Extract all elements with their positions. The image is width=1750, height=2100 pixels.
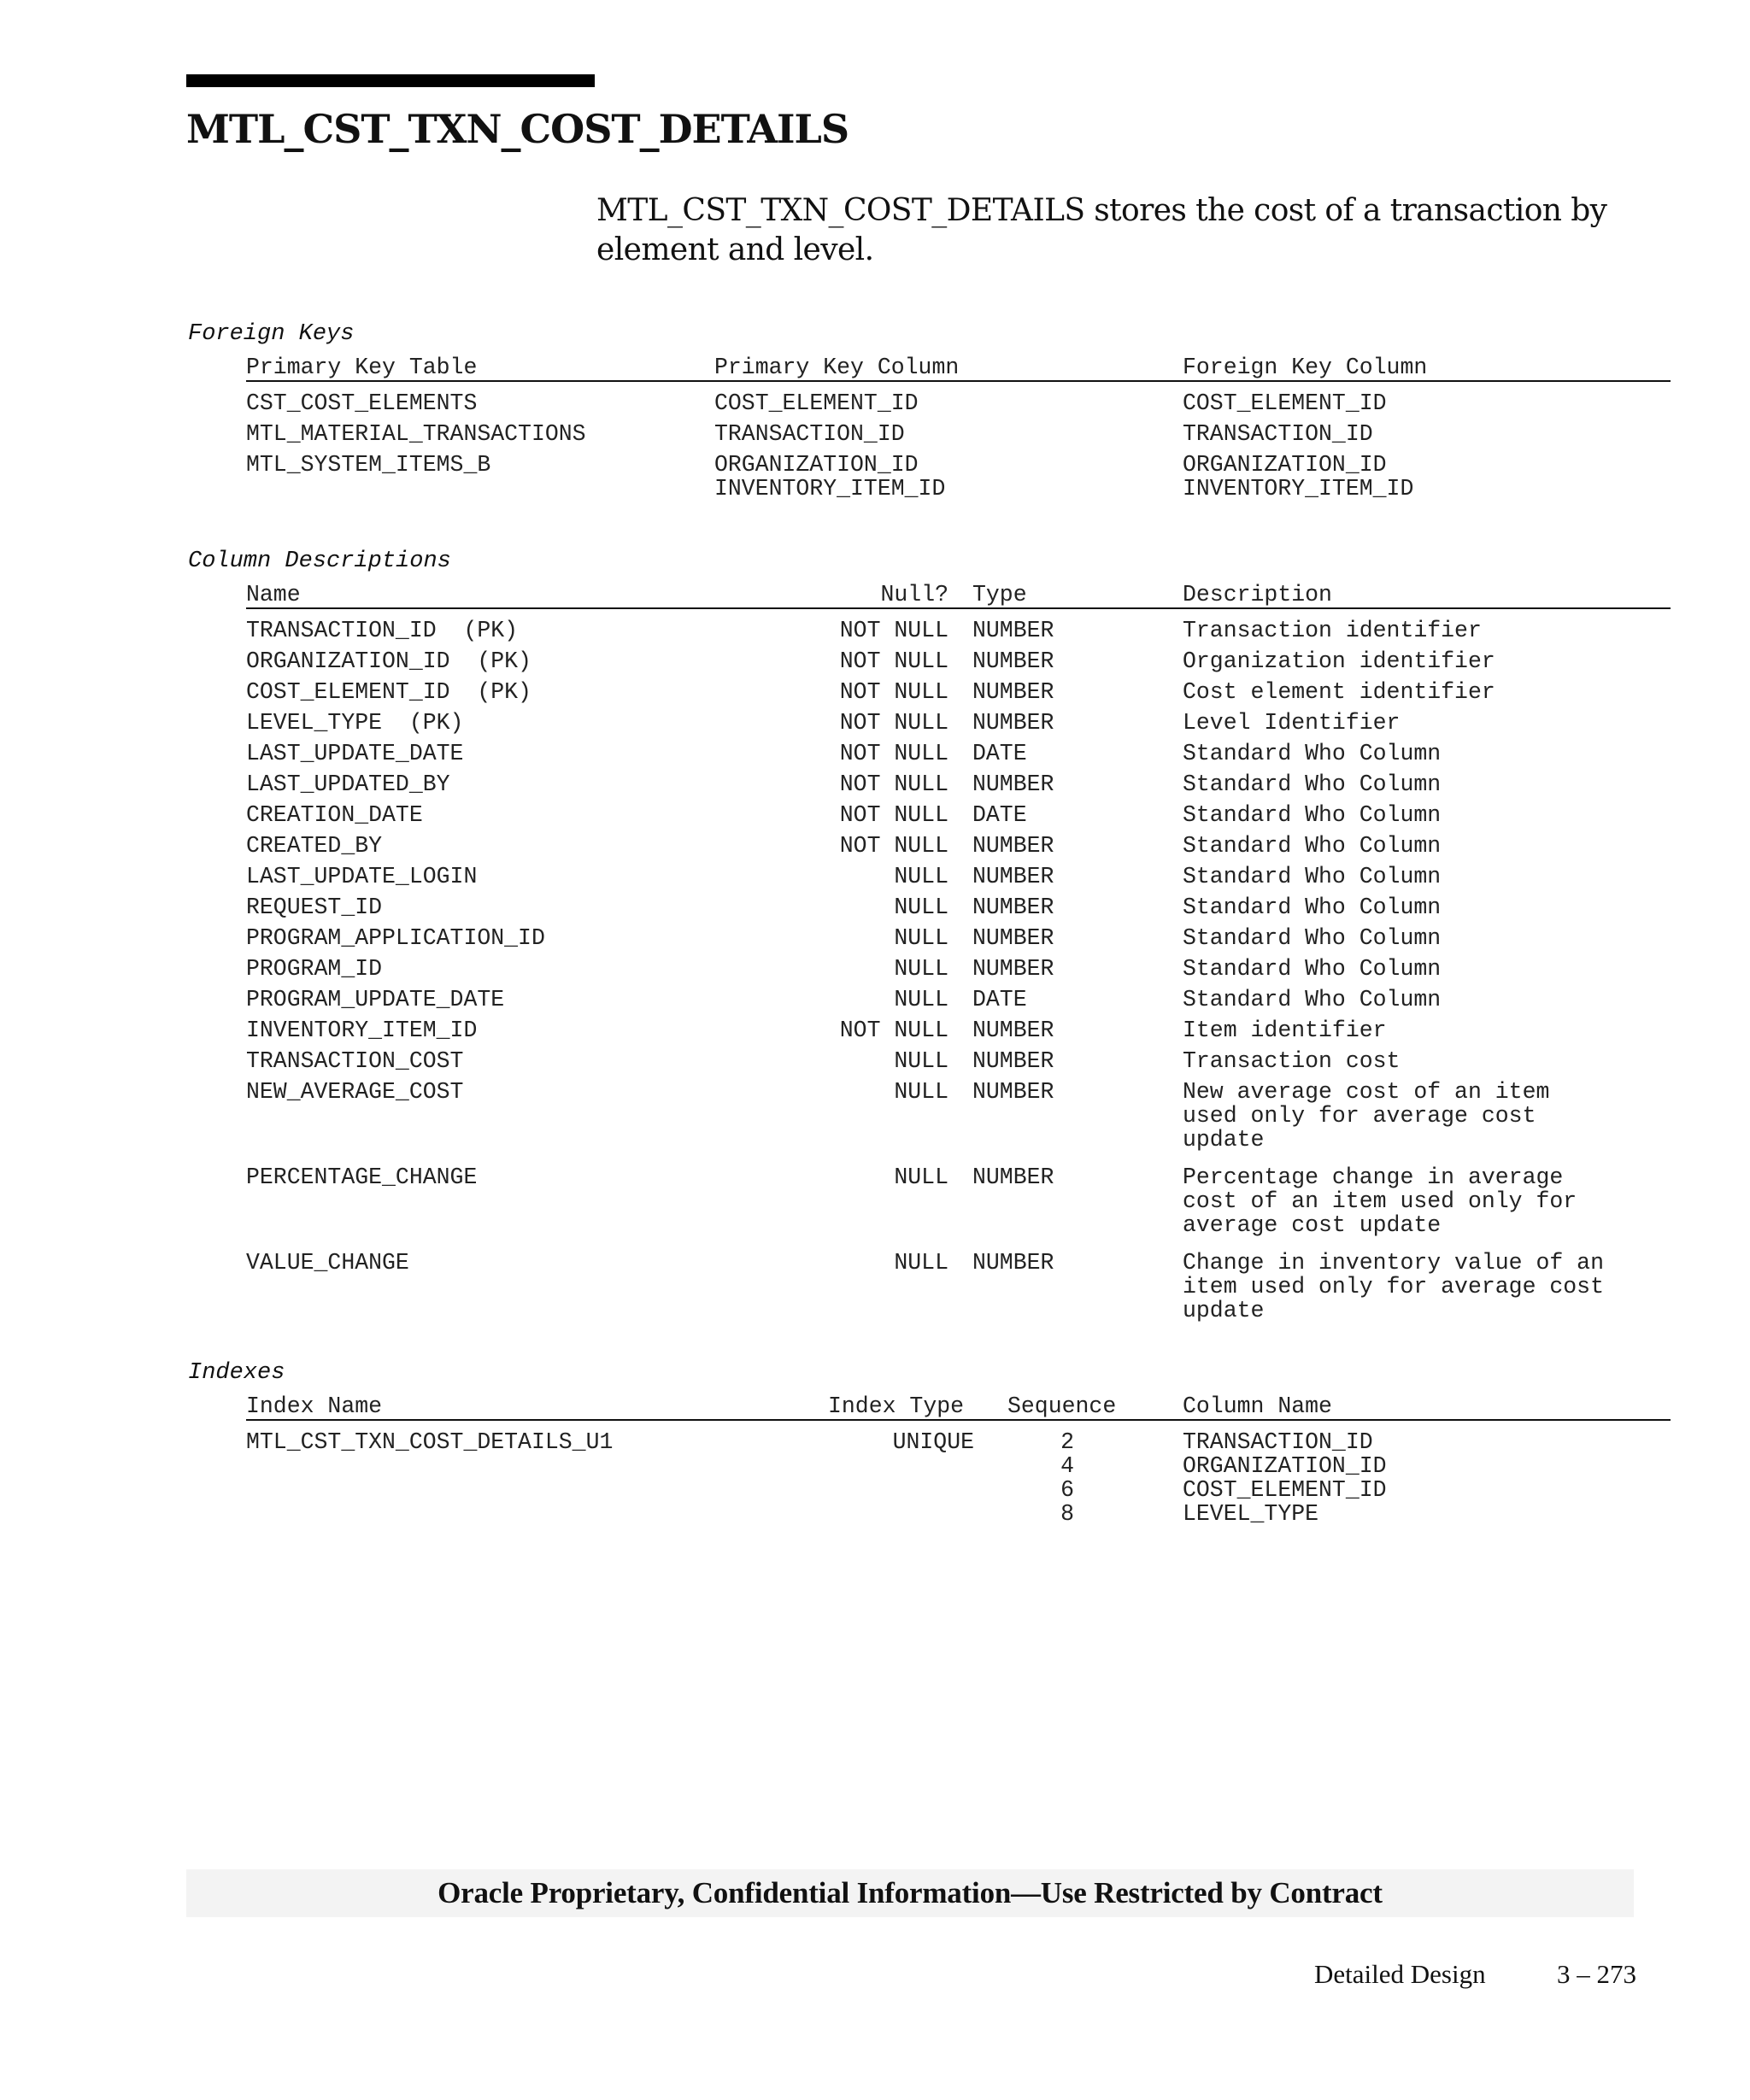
table-description: MTL_CST_TXN_COST_DETAILS stores the cost of a transaction by element and level. [596, 193, 1607, 267]
column-description: Cost element identifier [1183, 679, 1495, 705]
column-description: Standard Who Column [1183, 833, 1442, 859]
column-description: Organization identifier [1183, 648, 1495, 674]
col-header-description: Description [1183, 582, 1332, 607]
column-description: New average cost of an item used only for average cost update [1183, 1079, 1550, 1153]
foreign-keys-section-label: Foreign Keys [188, 321, 355, 347]
column-description: Standard Who Column [1183, 771, 1442, 797]
idx-header-sequence: Sequence [1007, 1393, 1117, 1419]
column-null: NULL [894, 1079, 948, 1105]
column-description: Change in inventory value of an item used only for average cost update [1183, 1250, 1604, 1323]
column-name: LEVEL_TYPE (PK) [246, 710, 464, 736]
index-type: UNIQUE [892, 1429, 974, 1455]
column-type: NUMBER [972, 1164, 1054, 1190]
indexes-section-label: Indexes [188, 1360, 285, 1386]
column-null: NULL [894, 1048, 948, 1074]
column-null: NOT NULL [839, 833, 948, 859]
column-name: PROGRAM_ID [246, 956, 383, 982]
column-type: NUMBER [972, 833, 1054, 859]
column-null: NOT NULL [839, 802, 948, 828]
col-header-null: Null? [880, 582, 948, 607]
column-type: NUMBER [972, 1079, 1054, 1105]
column-type: NUMBER [972, 1048, 1054, 1074]
column-description: Percentage change in average cost of an item used only for average cost update [1183, 1164, 1577, 1238]
column-description: Level Identifier [1183, 710, 1401, 736]
column-type: NUMBER [972, 648, 1054, 674]
fk-header-pk-column: Primary Key Column [714, 355, 960, 380]
column-null: NULL [894, 1164, 948, 1190]
index-sequence: 2 4 6 8 [1060, 1429, 1074, 1527]
column-name: NEW_AVERAGE_COST [246, 1079, 464, 1105]
column-name: VALUE_CHANGE [246, 1250, 409, 1276]
fk-pk-column: TRANSACTION_ID [714, 421, 905, 447]
confidential-notice: Oracle Proprietary, Confidential Information––Use Restricted by Contract [438, 1876, 1383, 1909]
column-name: CREATED_BY [246, 833, 383, 859]
column-null: NULL [894, 1250, 948, 1276]
column-description: Transaction cost [1183, 1048, 1401, 1074]
column-null: NULL [894, 987, 948, 1012]
idx-header-index-name: Index Name [246, 1393, 383, 1419]
fk-pk-table: MTL_SYSTEM_ITEMS_B [246, 452, 491, 478]
fk-pk-column: ORGANIZATION_ID INVENTORY_ITEM_ID [714, 452, 946, 502]
column-null: NOT NULL [839, 771, 948, 797]
col-header-rule [246, 607, 1671, 609]
column-type: NUMBER [972, 618, 1054, 643]
idx-header-rule [246, 1419, 1671, 1421]
column-type: NUMBER [972, 925, 1054, 951]
column-name: PROGRAM_APPLICATION_ID [246, 925, 545, 951]
column-type: DATE [972, 741, 1027, 766]
column-type: DATE [972, 802, 1027, 828]
column-description: Standard Who Column [1183, 987, 1442, 1012]
column-name: PERCENTAGE_CHANGE [246, 1164, 478, 1190]
column-descriptions-section-label: Column Descriptions [188, 548, 451, 574]
column-description: Transaction identifier [1183, 618, 1482, 643]
fk-fk-column: ORGANIZATION_ID INVENTORY_ITEM_ID [1183, 452, 1414, 502]
column-null: NULL [894, 895, 948, 920]
index-column-name: TRANSACTION_ID ORGANIZATION_ID COST_ELEMENT_ID LEVEL_TYPE [1183, 1429, 1387, 1527]
column-description: Standard Who Column [1183, 895, 1442, 920]
column-type: DATE [972, 987, 1027, 1012]
column-type: NUMBER [972, 864, 1054, 889]
column-null: NULL [894, 925, 948, 951]
fk-pk-table: CST_COST_ELEMENTS [246, 390, 478, 416]
page-title: MTL_CST_TXN_COST_DETAILS [186, 106, 849, 152]
column-type: NUMBER [972, 679, 1054, 705]
column-type: NUMBER [972, 710, 1054, 736]
column-null: NOT NULL [839, 648, 948, 674]
index-name: MTL_CST_TXN_COST_DETAILS_U1 [246, 1429, 614, 1455]
column-type: NUMBER [972, 1250, 1054, 1276]
fk-pk-column: COST_ELEMENT_ID [714, 390, 919, 416]
fk-header-rule [246, 380, 1671, 382]
column-name: TRANSACTION_ID (PK) [246, 618, 519, 643]
idx-header-index-type: Index Type [828, 1393, 965, 1419]
column-type: NUMBER [972, 771, 1054, 797]
column-name: LAST_UPDATED_BY [246, 771, 450, 797]
column-name: COST_ELEMENT_ID (PK) [246, 679, 531, 705]
column-null: NULL [894, 956, 948, 982]
column-null: NOT NULL [839, 741, 948, 766]
column-description: Item identifier [1183, 1018, 1387, 1043]
column-type: NUMBER [972, 1018, 1054, 1043]
title-rule [186, 74, 595, 87]
fk-header-pk-table: Primary Key Table [246, 355, 478, 380]
column-description: Standard Who Column [1183, 741, 1442, 766]
column-name: REQUEST_ID [246, 895, 383, 920]
footer-section-name: Detailed Design [1314, 1959, 1486, 1989]
column-description: Standard Who Column [1183, 802, 1442, 828]
column-type: NUMBER [972, 956, 1054, 982]
column-null: NULL [894, 864, 948, 889]
column-description: Standard Who Column [1183, 864, 1442, 889]
fk-fk-column: COST_ELEMENT_ID [1183, 390, 1387, 416]
column-null: NOT NULL [839, 1018, 948, 1043]
column-name: INVENTORY_ITEM_ID [246, 1018, 478, 1043]
col-header-name: Name [246, 582, 301, 607]
column-name: ORGANIZATION_ID (PK) [246, 648, 531, 674]
column-name: LAST_UPDATE_LOGIN [246, 864, 478, 889]
column-name: LAST_UPDATE_DATE [246, 741, 464, 766]
column-description: Standard Who Column [1183, 925, 1442, 951]
fk-pk-table: MTL_MATERIAL_TRANSACTIONS [246, 421, 586, 447]
footer-page-number: 3 – 273 [1557, 1959, 1636, 1989]
column-null: NOT NULL [839, 710, 948, 736]
idx-header-column-name: Column Name [1183, 1393, 1332, 1419]
column-null: NOT NULL [839, 618, 948, 643]
column-null: NOT NULL [839, 679, 948, 705]
column-description: Standard Who Column [1183, 956, 1442, 982]
column-name: PROGRAM_UPDATE_DATE [246, 987, 505, 1012]
col-header-type: Type [972, 582, 1027, 607]
fk-fk-column: TRANSACTION_ID [1183, 421, 1373, 447]
column-name: TRANSACTION_COST [246, 1048, 464, 1074]
column-name: CREATION_DATE [246, 802, 423, 828]
column-type: NUMBER [972, 895, 1054, 920]
fk-header-fk-column: Foreign Key Column [1183, 355, 1428, 380]
